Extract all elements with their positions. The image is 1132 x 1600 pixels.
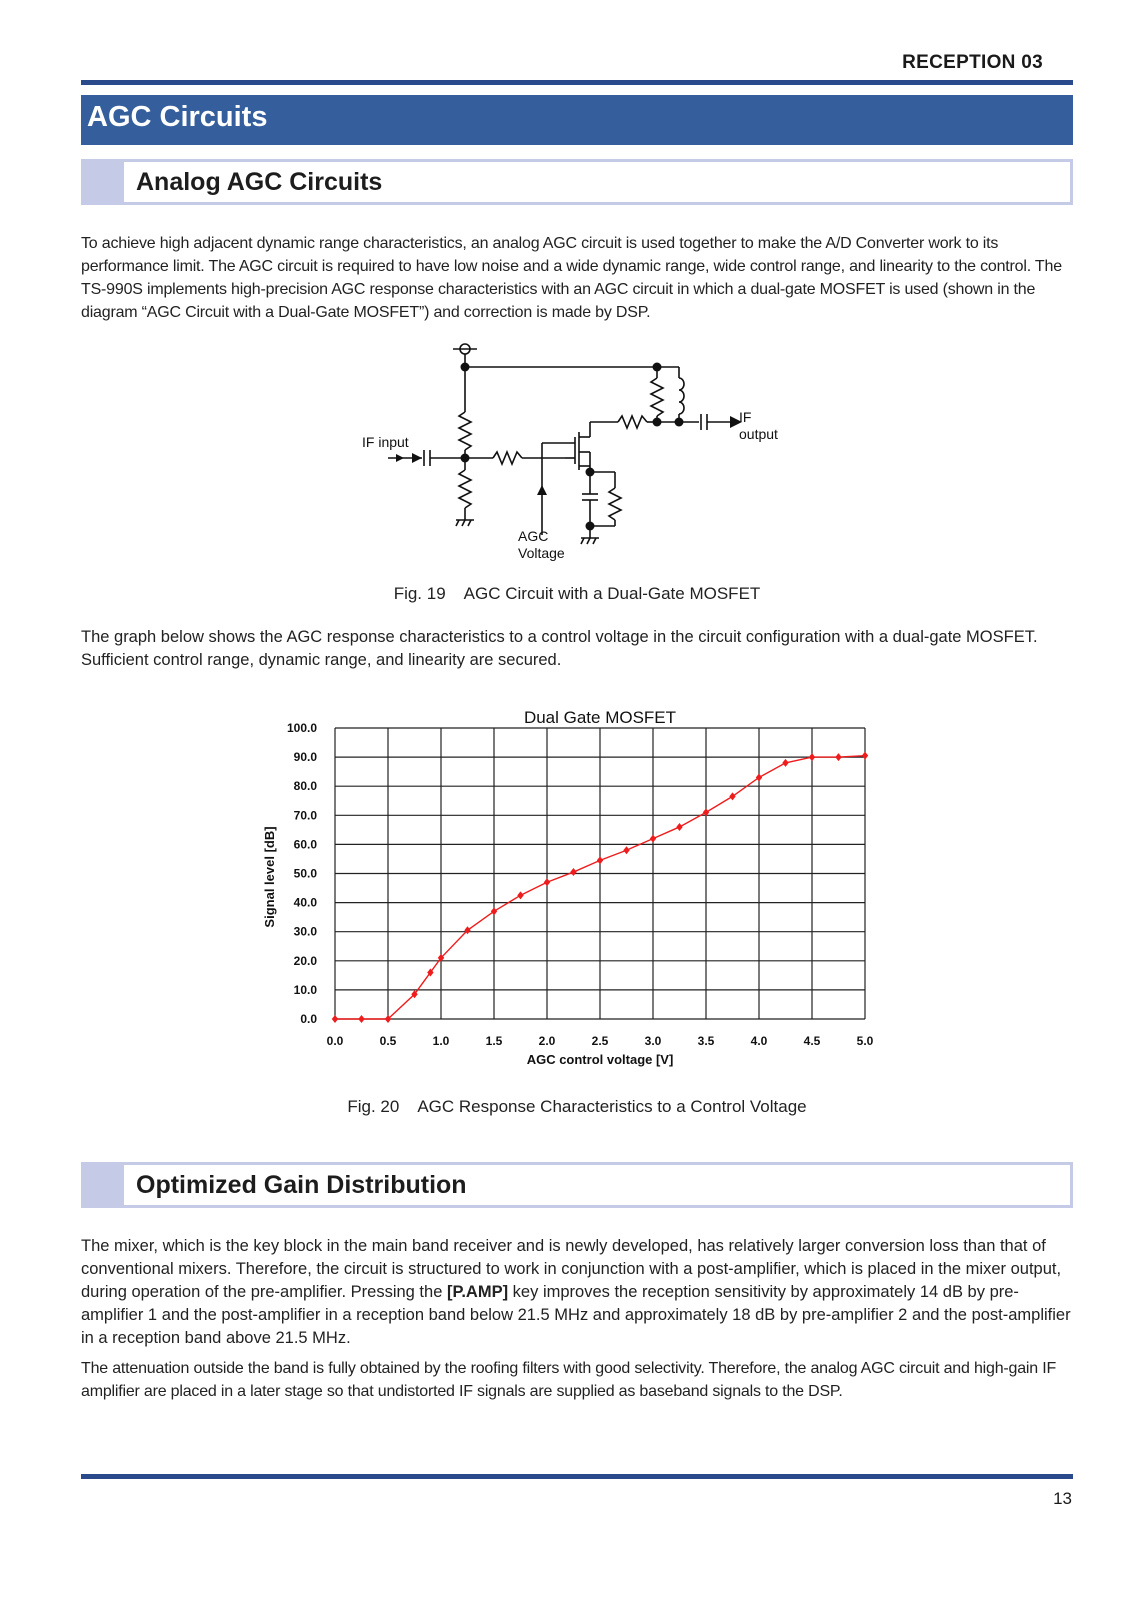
- if-output-label-2: output: [739, 426, 778, 442]
- y-tick-label: 0.0: [300, 1012, 317, 1026]
- if-output-label-1: IF: [739, 409, 752, 425]
- data-point: [597, 856, 603, 864]
- x-tick-label: 0.5: [379, 1034, 397, 1048]
- pamp-key-label: [P.AMP]: [446, 1283, 509, 1301]
- data-point: [676, 823, 682, 831]
- if-input-label: IF input: [362, 434, 409, 450]
- data-point: [862, 752, 868, 760]
- x-tick-label: 3.5: [697, 1034, 715, 1048]
- gain-paragraph-1-text-b: key improves the reception sensitivity by approximately 14 dB by pre-amplifier 1 and the post-amplifier in a reception band below 21.5 MHz and approximately 18 dB by pre-amplifier 2 and the post-amplifier in a reception band above 21.5 MHz.: [81, 1283, 1071, 1347]
- page-number: 13: [1053, 1489, 1072, 1508]
- x-tick-label: 0.0: [326, 1034, 344, 1048]
- gain-paragraph-2: The attenuation outside the band is fully obtained by the roofing filters with good selectivity. Therefore, the analog AGC circuit and high-gain IF amplifier are placed in a later stage so that undistorted IF signals are supplied as baseband signals to the DSP.: [81, 1360, 1057, 1400]
- x-axis-label: AGC control voltage [V]: [526, 1052, 674, 1067]
- title-bar: [81, 95, 1073, 145]
- data-point: [650, 835, 656, 843]
- x-tick-label: 5.0: [856, 1034, 874, 1048]
- data-point: [517, 891, 523, 899]
- y-axis-label: Signal level [dB]: [262, 826, 277, 928]
- data-point: [782, 759, 788, 767]
- fig19-caption: [81, 584, 1073, 604]
- subsection-title-analog: Analog AGC Circuits: [136, 168, 383, 196]
- chart-intro-paragraph: The graph below shows the AGC response characteristics to a control voltage in the circuit configuration with a dual-gate MOSFET. Sufficient control range, dynamic range, and linearity are secured.: [81, 628, 1038, 669]
- chart-title: Dual Gate MOSFET: [523, 708, 677, 727]
- x-tick-label: 2.0: [538, 1034, 556, 1048]
- y-tick-label: 100.0: [286, 721, 317, 735]
- agc-voltage-label-2: Voltage: [518, 545, 565, 561]
- agc-response-chart: [255, 702, 895, 1087]
- data-point: [358, 1015, 364, 1023]
- y-tick-label: 40.0: [293, 895, 317, 910]
- data-point: [756, 773, 762, 781]
- gain-paragraph-1-text-a: The mixer, which is the key block in the main band receiver and is newly developed, has relatively larger conversion loss than that of conventional mixers. Therefore, the circuit is structured to work in conjunction with a post-amplifier, which is placed in the mixer output, during operation of the pre-amplifier. Pressing the: [81, 1237, 1062, 1301]
- subsection-header-analog: [81, 159, 1073, 205]
- fig20-caption: [81, 1097, 1073, 1117]
- y-tick-label: 10.0: [293, 982, 317, 997]
- top-rule: [81, 80, 1073, 85]
- x-tick-label: 1.5: [485, 1034, 503, 1048]
- intro-paragraph: To achieve high adjacent dynamic range characteristics, an analog AGC circuit is used together to make the A/D Converter work to its performance limit. The AGC circuit is required to have low noise and a wide dynamic range, wide control range, and linearity to the control. The TS-990S implements high-precision AGC response characteristics with an AGC circuit in which a dual-gate MOSFET is used (shown in the diagram “AGC Circuit with a Dual-Gate MOSFET”) and correction is made by DSP.: [81, 235, 1062, 321]
- fig20-title: AGC Response Characteristics to a Control Voltage: [417, 1097, 807, 1116]
- y-tick-label: 90.0: [293, 750, 317, 765]
- agc-voltage-label-1: AGC: [518, 528, 549, 544]
- data-point: [835, 753, 841, 761]
- data-point: [623, 846, 629, 854]
- fig19-title: AGC Circuit with a Dual-Gate MOSFET: [463, 584, 761, 603]
- fig20-number: Fig. 20: [347, 1097, 400, 1116]
- y-tick-label: 50.0: [293, 866, 317, 881]
- y-tick-label: 20.0: [293, 953, 317, 968]
- y-tick-label: 80.0: [293, 779, 317, 794]
- y-tick-label: 70.0: [293, 808, 317, 823]
- subsection-title-gain: Optimized Gain Distribution: [136, 1171, 467, 1199]
- bottom-rule: [81, 1474, 1073, 1479]
- y-tick-label: 60.0: [293, 837, 317, 852]
- data-point: [491, 907, 497, 915]
- x-tick-label: 4.0: [750, 1034, 768, 1048]
- page-title: AGC Circuits: [87, 101, 268, 133]
- x-tick-label: 3.0: [644, 1034, 662, 1048]
- data-point: [332, 1015, 338, 1023]
- gain-paragraph-1: [81, 1235, 1073, 1350]
- data-point: [544, 878, 550, 886]
- y-tick-label: 30.0: [293, 924, 317, 939]
- section-label: RECEPTION 03: [902, 52, 1043, 73]
- x-tick-label: 2.5: [591, 1034, 609, 1048]
- data-point: [570, 868, 576, 876]
- x-tick-label: 1.0: [432, 1034, 450, 1048]
- agc-circuit-diagram: [350, 340, 810, 570]
- fig19-number: Fig. 19: [393, 584, 446, 603]
- data-point: [809, 753, 815, 761]
- data-point: [729, 792, 735, 800]
- x-tick-label: 4.5: [803, 1034, 821, 1048]
- subsection-header-gain: [81, 1162, 1073, 1208]
